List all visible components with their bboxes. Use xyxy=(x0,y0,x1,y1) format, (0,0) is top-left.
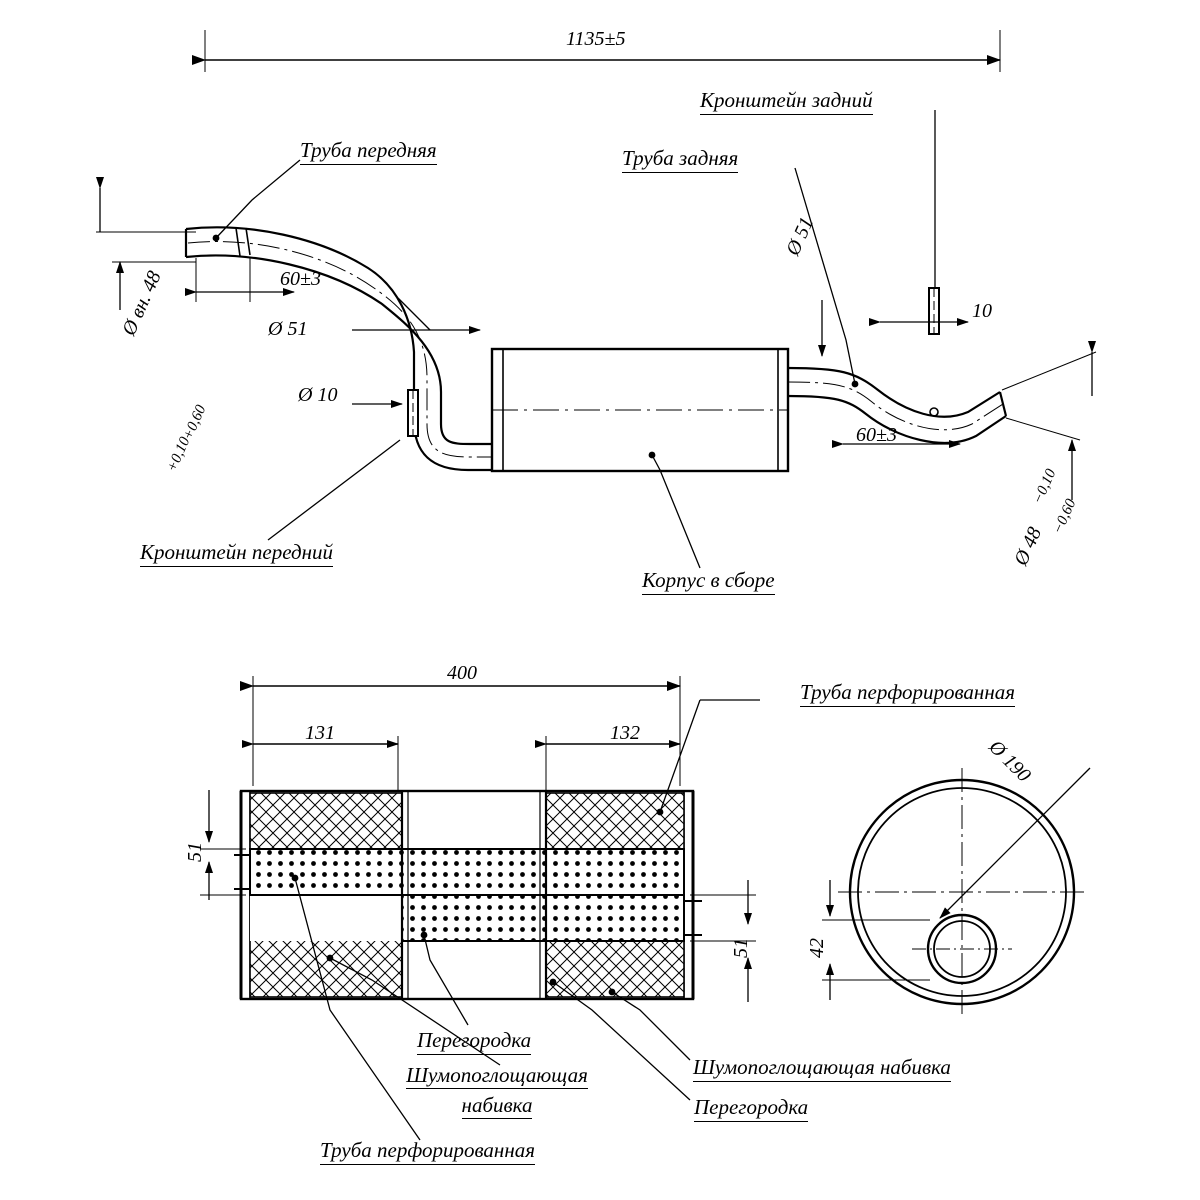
callout-packing-left-line1: Шумопоглощающая xyxy=(406,1063,588,1087)
dim-right-chamber: 132 xyxy=(610,722,640,744)
dim-rear-outer-tol-lower: −0,60 xyxy=(1050,496,1080,537)
callout-perforated-pipe-top: Труба перфорированная xyxy=(800,680,1015,707)
dim-body-diameter: Ø 190 xyxy=(984,736,1035,787)
callout-rear-bracket: Кронштейн задний xyxy=(700,88,873,115)
dim-front-inner-tol-upper: +0,60 xyxy=(180,402,210,443)
dim-rear-outer-diameter: Ø 48 xyxy=(1010,523,1047,569)
callout-front-bracket: Кронштейн передний xyxy=(140,540,333,567)
callout-packing-left-line2: набивка xyxy=(461,1093,533,1117)
dim-rear-outer-tol-upper: −0,10 xyxy=(1030,466,1060,507)
dim-front-inner-diameter: Ø вн. 48 xyxy=(118,267,166,339)
dim-outlet-pipe: 51 xyxy=(730,938,752,958)
dim-front-bracket-hole: Ø 10 xyxy=(298,384,338,406)
dim-front-inner-tol-lower: +0,10 xyxy=(164,434,194,475)
callout-front-pipe: Труба передняя xyxy=(300,138,437,165)
callout-perforated-pipe-bottom: Труба перфорированная xyxy=(320,1138,535,1165)
callout-packing-left xyxy=(372,1060,622,1120)
callout-rear-pipe: Труба задняя xyxy=(622,146,738,173)
callout-baffle-lower: Перегородка xyxy=(694,1095,808,1122)
callout-baffle-upper: Перегородка xyxy=(417,1028,531,1055)
dim-pipe-bore: 42 xyxy=(806,938,828,958)
callout-packing-right: Шумопоглощающая набивка xyxy=(693,1055,951,1082)
dim-front-bracket-offset: 60±3 xyxy=(280,268,321,290)
dim-rear-bracket-offset: 60±3 xyxy=(856,424,897,446)
dim-left-chamber: 131 xyxy=(305,722,335,744)
dim-overall-length: 1135±5 xyxy=(566,28,626,50)
dim-rear-bracket-hole: 10 xyxy=(972,300,992,322)
callout-body-assembly: Корпус в сборе xyxy=(642,568,775,595)
dim-inlet-pipe: 51 xyxy=(184,842,206,862)
dim-body-length: 400 xyxy=(447,662,477,684)
dim-front-pipe-diameter: Ø 51 xyxy=(268,318,308,340)
dim-rear-pipe-diameter: Ø 51 xyxy=(782,213,819,259)
